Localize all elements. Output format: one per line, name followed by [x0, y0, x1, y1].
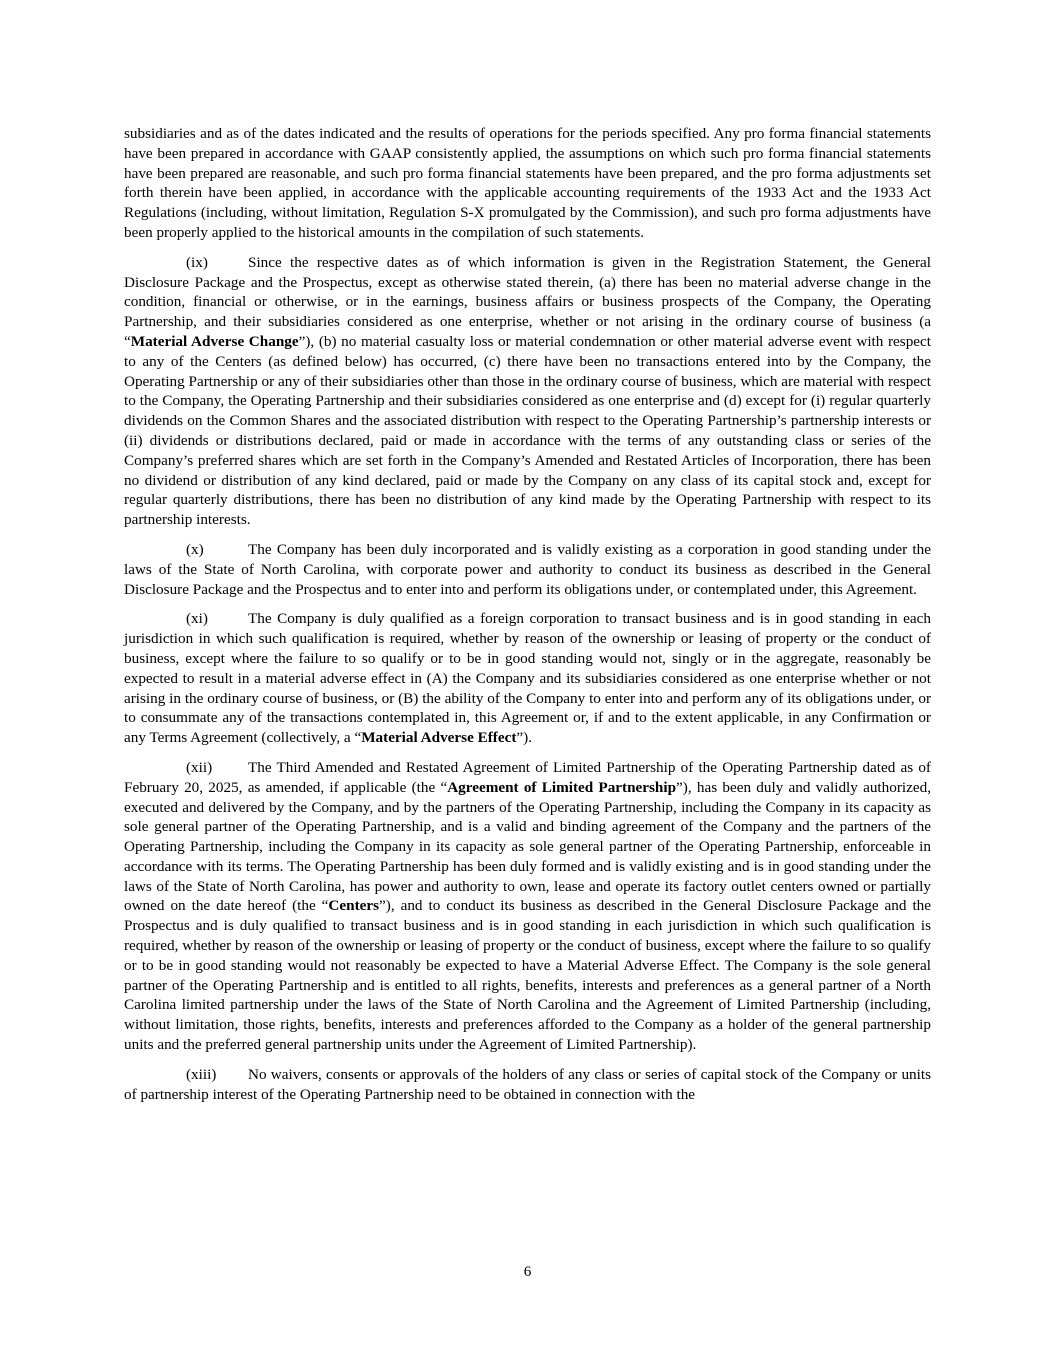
paragraph-xiii: [124, 1065, 931, 1105]
defined-term: Centers: [328, 897, 380, 915]
paragraph-text: The Third Amended and Restated Agreement of Limited Partnership of the Operating Partnership dated as of February 20, 2025, as amended, if applicable (the “: [124, 758, 931, 796]
paragraph-text: ”).: [516, 729, 532, 747]
defined-term: Material Adverse Change: [130, 332, 299, 350]
paragraph-number: (xi): [186, 610, 208, 628]
paragraph-x: [124, 540, 931, 599]
paragraph-text: The Company has been duly incorporated and is validly existing as a corporation in good standing under the laws of the State of North Carolina, with corporate power and authority to conduct its business as described in the General Disclosure Package and the Prospectus and to enter into and perform its obligations under, or contemplated under, this Agreement.: [124, 540, 931, 598]
paragraph-text: No waivers, consents or approvals of the holders of any class or series of capital stock of the Company or units of partnership interest of the Operating Partnership need to be obtained in connection with the: [124, 1065, 931, 1103]
paragraph-number: (xii): [186, 758, 213, 776]
paragraph-number: (xiii): [186, 1065, 217, 1083]
defined-term: Agreement of Limited Partnership: [447, 778, 677, 796]
paragraph-text: ”), (b) no material casualty loss or material condemnation or other material adverse event with respect to any of the Centers (as defined below) has occurred, (c) there have been no transactions entered into by the Company, the Operating Partnership or any of their subsidiaries other than those in the ordinary course of business, which are material with respect to the Company, the Operating Partnership and their subsidiaries considered as one enterprise and (d) except for (i) regular quarterly dividends on the Common Shares and the associated distribution with respect to the Operating Partnership’s partnership interests or (ii) dividends or distributions declared, paid or made in accordance with the terms of any outstanding class or series of the Company’s preferred shares which are set forth in the Company’s Amended and Restated Articles of Incorporation, there has been no dividend or distribution of any kind declared, paid or made by the Company on any class of its capital stock and, except for regular quarterly distributions, there has been no distribution of any kind made by the Operating Partnership with respect to its partnership interests.: [124, 332, 932, 529]
page-number: 6: [523, 1263, 532, 1280]
document-page: [124, 124, 931, 1114]
paragraph-continuation: [124, 124, 931, 243]
paragraph-ix: [124, 253, 931, 530]
paragraph-text: The Company is duly qualified as a foreign corporation to transact business and is in good standing in each jurisdiction in which such qualification is required, whether by reason of the ownership or leasing of property or the conduct of business, except where the failure to so qualify or to be in good standing would not, singly or in the aggregate, reasonably be expected to result in a material adverse effect in (A) the Company and its subsidiaries considered as one enterprise whether or not arising in the ordinary course of business, or (B) the ability of the Company to enter into and perform any of its obligations under, or to consummate any of the transactions contemplated in, this Agreement or, if and to the extent applicable, in any Confirmation or any Terms Agreement (collectively, a “: [124, 610, 931, 747]
paragraph-text: subsidiaries and as of the dates indicated and the results of operations for the periods specified. Any pro forma financial statements have been prepared in accordance with GAAP consistently applied, the assumptions on which such pro forma financial statements have been prepared are reasonable, and such pro forma financial statements have been prepared, and the pro forma adjustments set forth therein have been applied, in accordance with the applicable accounting requirements of the 1933 Act and the 1933 Act Regulations (including, without limitation, Regulation S-X promulgated by the Commission), and such pro forma adjustments have been properly applied to the historical amounts in the compilation of such statements.: [124, 125, 931, 241]
paragraph-xi: [124, 609, 931, 748]
paragraph-xii: [124, 758, 931, 1055]
paragraph-number: (ix): [186, 253, 208, 271]
paragraph-text: ”), has been duly and validly authorized, executed and delivered by the Company, and by the partners of the Operating Partnership, including the Company in its capacity as sole general partner of the Operating Partnership, and is a valid and binding agreement of the Company and the partners of the Operating Partnership, including the Company in its capacity as sole general partner of the Operating Partnership, enforceable in accordance with its terms. The Operating Partnership has been duly formed and is validly existing and is in good standing under the laws of the State of North Carolina, has power and authority to own, lease and operate its factory outlet centers owned or partially owned on the date hereof (the “: [124, 778, 931, 915]
paragraph-number: (x): [186, 540, 204, 558]
paragraph-text: Since the respective dates as of which information is given in the Registration Statement, the General Disclosure Package and the Prospectus, except as otherwise stated therein, (a) there has been no material adverse change in the condition, financial or otherwise, or in the earnings, business affairs or business prospects of the Company, the Operating Partnership, and their subsidiaries considered as one enterprise, whether or not arising in the ordinary course of business (a “: [124, 253, 931, 350]
defined-term: Material Adverse Effect: [361, 729, 517, 747]
paragraph-text: ”), and to conduct its business as described in the General Disclosure Package and the Prospectus and is duly qualified to transact business and is in good standing in each jurisdiction in which such qualification is required, whether by reason of the ownership or leasing of property or the conduct of business, except where the failure to so qualify or to be in good standing would not reasonably be expected to have a Material Adverse Effect. The Company is the sole general partner of the Operating Partnership and is entitled to all rights, benefits, interests and preferences as a general partner of a North Carolina limited partnership under the laws of the State of North Carolina and the Agreement of Limited Partnership (including, without limitation, those rights, benefits, interests and preferences afforded to the Company as a holder of the general partnership units and the preferred general partnership units under the Agreement of Limited Partnership).: [124, 897, 931, 1054]
